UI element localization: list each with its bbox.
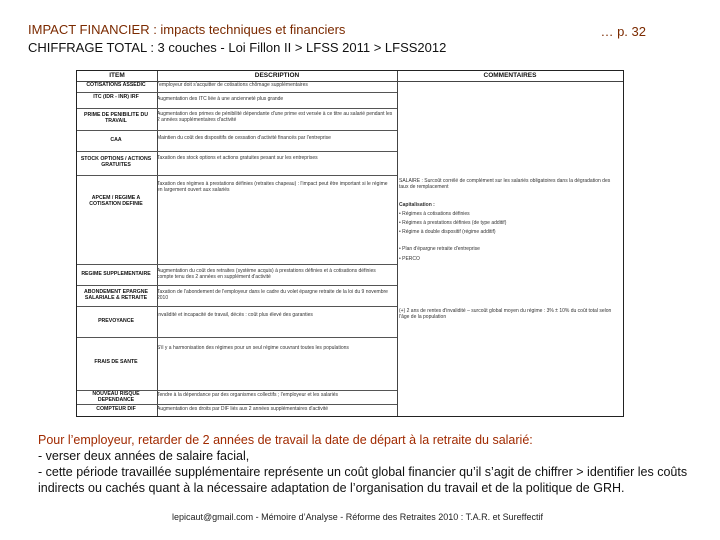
comment-line: • Régimes à cotisations définies [399, 211, 470, 217]
summary-lead: Pour l’employeur, retarder de 2 années de travail la date de départ à la retraite du salarié: [38, 433, 533, 447]
comment-line: • Régimes à prestations définies (de type additif) [399, 220, 507, 226]
row-item: ITC (IDR - INR) IRF [93, 94, 139, 100]
page-subtitle: CHIFFRAGE TOTAL : 3 couches - Loi Fillon II > LFSS 2011 > LFSS2012 [28, 40, 447, 55]
row-description: Augmentation des ITC liée à une ancienneté plus grande [157, 96, 284, 102]
row-description: l'employeur doit s'acquitter de cotisations chômage supplémentaires [157, 82, 308, 88]
table-row [77, 109, 397, 131]
row-item: ABONDEMENT EPARGNE SALARIALE & RETRAITE [84, 289, 148, 301]
row-description: S'il y a harmonisation des régimes pour un seul régime couvrant toutes les populations [157, 345, 349, 351]
table-row [77, 391, 397, 405]
table-row [77, 93, 397, 109]
row-item: CAA [110, 137, 122, 143]
comment-line: (+) 2 ans de rentes d'invalidité – surcoût global moyen du régime : 3% ± 10% du coût total selon l'âge de la population [399, 308, 612, 320]
employer-summary [38, 432, 688, 496]
summary-line-1: - verser deux années de salaire facial, [38, 449, 250, 463]
row-description: Maintien du coût des dispositifs de cessation d'activité financés par l'entreprise [157, 135, 331, 141]
row-description: Tendre à la dépendance par des organismes collectifs ; l'employeur et les salariés [157, 392, 339, 398]
page-title: IMPACT FINANCIER : impacts techniques et financiers [28, 22, 346, 37]
page-number: … p. 32 [600, 24, 646, 39]
row-item: NOUVEAU RISQUE DEPENDANCE [92, 391, 140, 403]
row-item: APCEM / REGIME A COTISATION DEFINIE [89, 195, 143, 207]
header-comments: COMMENTAIRES [397, 71, 623, 82]
table-row [77, 307, 397, 338]
row-description: Invalidité et incapacité de travail, décès : coût plus élevé des garanties [157, 312, 313, 318]
table-row [77, 286, 397, 307]
comment-line: • PERCO [399, 256, 420, 262]
description-column-divider [397, 71, 398, 416]
summary-line-2: - cette période travaillée supplémentaire représente un coût global financier qu’il s’agit de chiffrer > identifier les coûts indirects ou cachés quant à la nécessaire adaptation de l’organisation du travail et de la politique de GRH. [38, 465, 688, 495]
row-item: REGIME SUPPLEMENTAIRE [81, 271, 151, 277]
comment-line: • Régime à double dispositif (régime additif) [399, 229, 496, 235]
row-description: Taxation de l'abondement de l'employeur dans le cadre du volet épargne retraite de la loi du 9 novembre 2010 [157, 289, 388, 301]
comment-line: Capitalisation : [399, 202, 435, 208]
row-description: Augmentation du coût des retraites (système acquis) à prestations définies et à cotisations définies compte tenu des 2 années en supplément d'activité [157, 268, 376, 280]
comment-line: SALAIRE : Surcoût corrélé de complément sur les salariés obligatoires dans la dégradation des taux de remplacement [399, 178, 611, 190]
row-item: PRIME DE PENIBILITE DU TRAVAIL [84, 112, 148, 124]
comment-line: • Plan d'épargne retraite d'entreprise [399, 246, 480, 252]
row-item: COMPTEUR DIF [96, 406, 136, 412]
row-description: Augmentation des primes de pénibilité dépendante d'une prime est versée à ce titre au salarié pendant les 2 années supplémentaires d'activité [157, 111, 393, 123]
row-item: PREVOYANCE [98, 318, 134, 324]
table-row [77, 176, 397, 265]
row-item: COTISATIONS ASSEDIC [86, 82, 146, 88]
table-row [77, 405, 397, 416]
table-row [77, 265, 397, 286]
row-description: Taxation des régimes à prestations définies (retraites chapeau) : l'impact peut être important si le régime en largement ouvert aux salariés [157, 181, 388, 193]
header-description: DESCRIPTION [157, 71, 397, 82]
table-row [77, 152, 397, 176]
row-description: Taxation des stock options et actions gratuites pesant sur les entreprises [157, 155, 318, 161]
table-row [77, 81, 397, 93]
table-row [77, 338, 397, 391]
row-item: FRAIS DE SANTE [94, 359, 138, 365]
cost-table [76, 70, 624, 417]
table-row [77, 131, 397, 152]
header-item: ITEM [77, 71, 157, 82]
footer-text: lepicaut@gmail.com - Mémoire d’Analyse - Réforme des Retraites 2010 : T.A.R. et Sureffectif [172, 512, 543, 522]
row-description: Augmentation des droits par DIF liés aux 2 années supplémentaires d'activité [157, 406, 329, 412]
row-item: STOCK OPTIONS / ACTIONS GRATUITES [80, 156, 152, 168]
